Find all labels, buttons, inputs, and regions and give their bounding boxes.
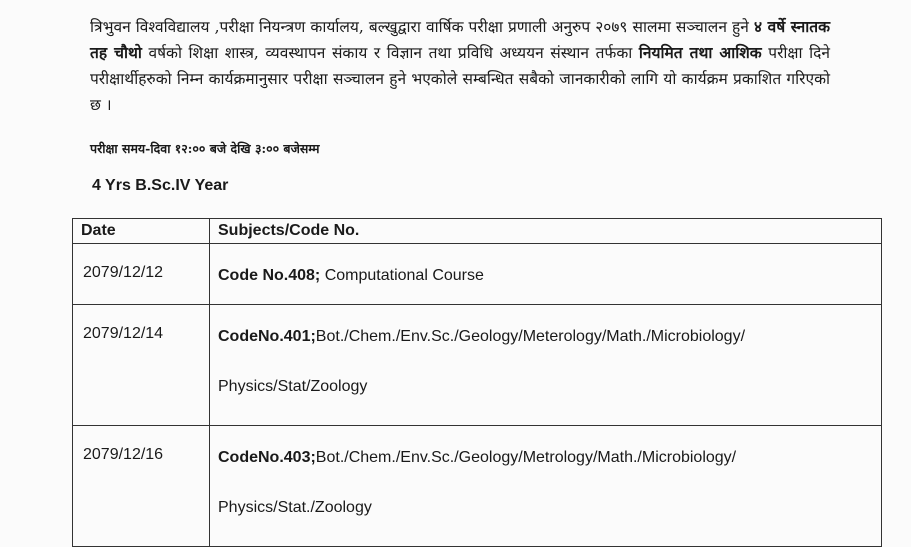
intro-text-3: परीक्षा दिने परीक्षार्थीहरुको निम्न कार्यक्रमानुसार परीक्षा सञ्चालन हुने भएकोले सम्बन्धित सबैको जानकारीको लागि यो कार्यक्रम प्रकाशित गरिएको छ । [90,44,830,114]
subject-list: Bot./Chem./Env.Sc./Geology/Metrology/Math./Microbiology/ [315,449,737,466]
subject-list-continued: Physics/Stat./Zoology [218,499,372,516]
table-row [73,244,882,305]
exam-subjects [210,244,882,305]
subjects-column-header: Subjects/Code No. [210,219,882,244]
table-row [73,305,882,426]
intro-bold-type: नियमित तथा आशिक [638,43,762,62]
exam-date: 2079/12/14 [73,305,210,426]
intro-text-2: वर्षको शिक्षा शास्त्र, व्यवस्थापन संकाय र विज्ञान तथा प्रविधि अध्ययन संस्थान तर्फका [141,44,639,62]
notice-intro [90,14,830,118]
subject-code: Code No.408; [218,267,321,284]
section-title: 4 Yrs B.Sc.IV Year [92,177,229,194]
date-column-header: Date [73,219,210,244]
intro-bold-level: ४ वर्षे स्नातक तह चौथो [90,17,830,62]
exam-date: 2079/12/12 [73,244,210,305]
table-header-row [73,219,882,244]
exam-date: 2079/12/16 [73,426,210,547]
intro-paragraph [90,14,830,118]
intro-text-1: त्रिभुवन विश्वविद्यालय ,परीक्षा नियन्त्रण कार्यालय, बल्खुद्वारा वार्षिक परीक्षा प्रणाली अनुरुप २०७९ सालमा सञ्चालन हुने [90,18,754,36]
subject-list-continued: Physics/Stat/Zoology [218,378,368,395]
exam-subjects [210,426,882,547]
subject-list: Computational Course [320,267,484,284]
exam-schedule-table [72,218,882,547]
subject-list: Bot./Chem./Env.Sc./Geology/Meterology/Math./Microbiology/ [315,328,746,345]
subject-code: CodeNo.403; [218,449,316,466]
exam-time: परीक्षा समय-दिवा १२:०० बजे देखि ३:०० बजेसम्म [90,141,320,156]
subject-code: CodeNo.401; [218,328,316,345]
table-row [73,426,882,547]
exam-subjects [210,305,882,426]
